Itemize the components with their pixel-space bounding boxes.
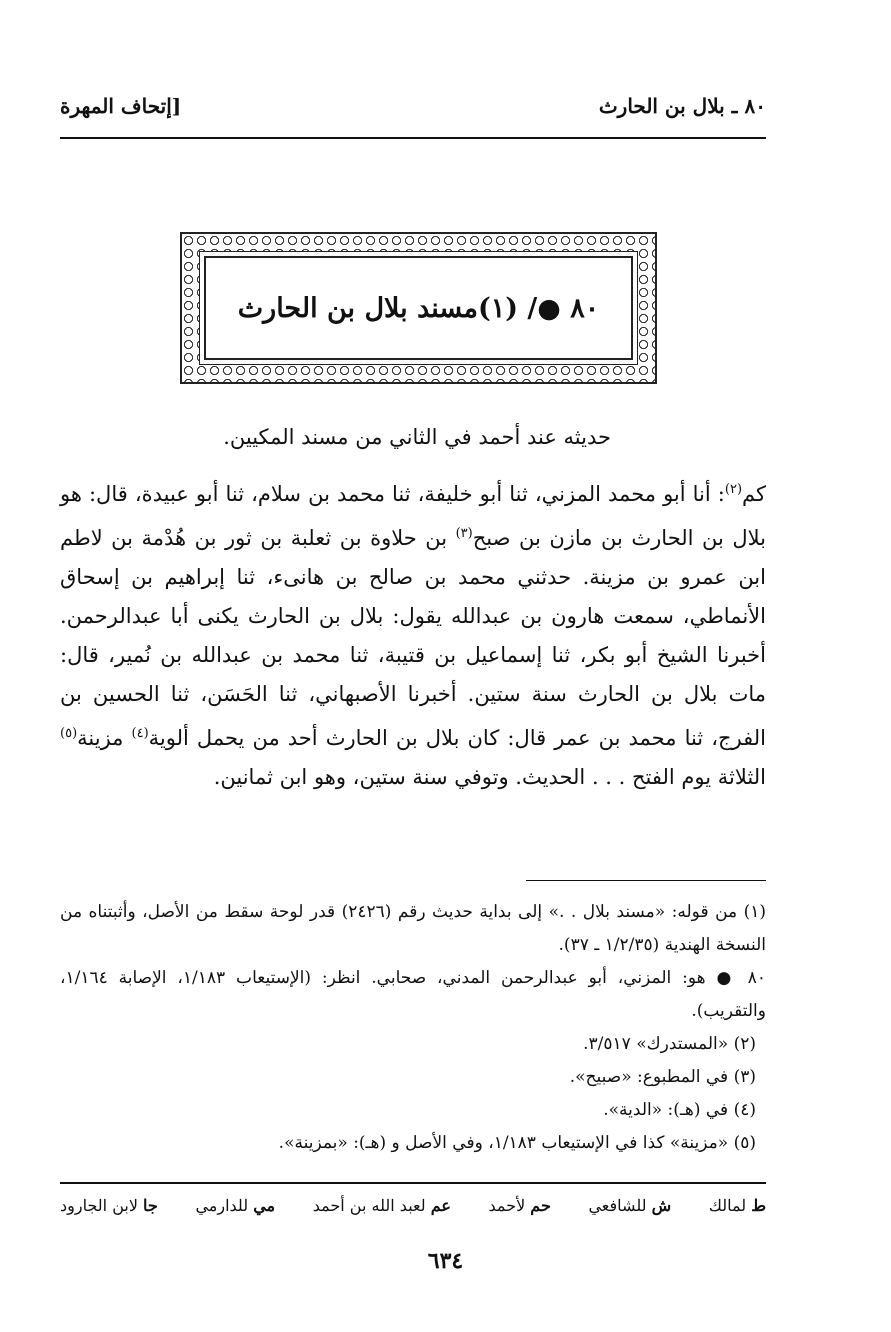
body-part-1: كم <box>742 482 766 506</box>
footnote-1: (١) من قوله: «مسند بلال . .» إلى بداية حديث رقم (٢٤٢٦) قدر لوحة سقط من الأصل، وأثبتناه من النسخة الهندية (١/٢/٣٥ ـ ٣٧). <box>60 902 767 955</box>
ornamental-title-frame <box>180 232 657 384</box>
footnote-4: (٤) في (هـ): «الدية». <box>603 1100 756 1120</box>
footnotes <box>60 896 766 1160</box>
running-header <box>60 88 766 124</box>
header-section-title: ٨٠ ـ بلال بن الحارث <box>598 94 766 118</box>
abbrev-item: مي للدارمي <box>195 1196 276 1215</box>
section-title: ٨٠ ●/ (١)مسند بلال بن الحارث <box>237 292 600 324</box>
footnote-ref-2: (٢) <box>724 482 743 497</box>
page-number: ٦٣٤ <box>427 1248 464 1274</box>
abbrev-item: حم لأحمد <box>488 1196 551 1215</box>
title-box <box>204 256 633 360</box>
body-part-4: مزينة <box>77 726 132 750</box>
footnote-3: (٣) في المطبوع: «صبيح». <box>569 1067 756 1087</box>
body-part-3: بن حلاوة بن ثعلبة بن ثور بن هُدْمة بن لاطم ابن عمرو بن مزينة. حدثني محمد بن صالح بن هانىء، ثنا إبراهيم بن إسحاق الأنماطي، سمعت هارون بن عبدالله يقول: بلال بن الحارث يكنى أبا عبدالرحمن. أخبرنا الشيخ أبو بكر، ثنا إسماعيل بن قتيبة، ثنا محمد بن عبدالله بن نُمير، قال: مات بلال بن الحارث سنة ستين. أخبرنا الأصبهاني، ثنا الحَسَن، ثنا الحسين بن الفرج، ثنا محمد بن عمر قال: كان بلال بن الحارث أحد من يحمل ألوية <box>60 526 767 750</box>
footnote-ref-4: (٤) <box>131 726 149 741</box>
abbrev-item: عم لعبد الله بن أحمد <box>312 1196 451 1215</box>
footnote-ref-5: (٥) <box>60 726 78 741</box>
footnote-2: (٢) «المستدرك» ٣/٥١٧. <box>583 1034 756 1054</box>
abbrev-item: ش للشافعي <box>588 1196 672 1215</box>
hadith-body <box>60 470 766 797</box>
footnote-5: (٥) «مزينة» كذا في الإستيعاب ١/١٨٣، وفي الأصل و (هـ): «بمزينة». <box>278 1133 756 1153</box>
intro-line: حديثه عند أحمد في الثاني من مسند المكيين. <box>223 425 611 449</box>
body-part-2: : أنا أبو محمد المزني، ثنا أبو خليفة، ثنا محمد بن سلام، ثنا أبو عبيدة، قال: هو بلال بن الحارث بن مازن بن صبح <box>60 482 766 550</box>
header-book-title: [إتحاف المهرة <box>60 94 182 118</box>
header-rule <box>60 137 766 139</box>
abbreviation-rule <box>60 1182 766 1184</box>
footnote-rule <box>526 880 766 881</box>
abbrev-item: جا لابن الجارود <box>60 1196 158 1215</box>
abbrev-item: ط لمالك <box>708 1196 766 1215</box>
body-part-5: الثلاثة يوم الفتح . . . الحديث. وتوفي سنة ستين، وهو ابن ثمانين. <box>213 765 766 789</box>
footnote-biography: ٨٠ ● هو: المزني، أبو عبدالرحمن المدني، صحابي. انظر: (الإستيعاب ١/١٨٣، الإصابة ١/١٦٤، والتقريب). <box>60 968 766 1021</box>
abbreviation-key <box>60 1196 766 1226</box>
footnote-ref-3: (٣) <box>455 526 473 541</box>
